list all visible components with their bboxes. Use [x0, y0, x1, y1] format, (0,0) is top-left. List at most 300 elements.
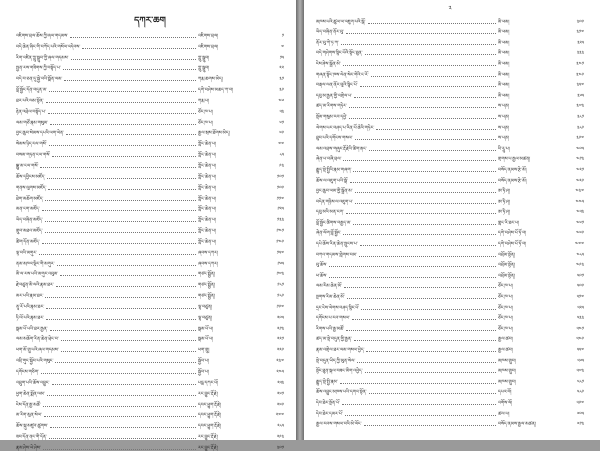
toc-entry — [316, 141, 584, 152]
entry-title: དབུ་མ་རྒྱན་གྱི་འགྲེལ་པ་ — [316, 93, 353, 99]
entry-page-number: ༡༡༧ — [276, 196, 284, 202]
toc-entry — [316, 184, 584, 195]
entry-author: གླང་རི་ཐང་པ། — [498, 220, 520, 226]
entry-page-number: ༤༥༣ — [576, 210, 584, 216]
entry-title: བདེ་བ་ཅན་དུ་སྐྱེ་བའི་སྨོན་ལམ་ — [16, 77, 63, 83]
entry-author: མི་ཕམ། — [498, 93, 510, 99]
entry-page-number: ༢༠༥ — [277, 315, 284, 321]
entry-page-number: ༡༠༩ — [276, 185, 284, 191]
dot-leader — [47, 395, 196, 396]
dot-leader — [360, 245, 496, 246]
toc-entry — [316, 342, 584, 353]
entry-author: དབང་ཕྱུག་རྡོ་རྗེ། — [198, 402, 222, 408]
entry-title: མི་ལ་རས་པའི་མགུར་འབུམ་ — [16, 272, 59, 278]
toc-entry — [316, 374, 584, 385]
dot-leader — [49, 91, 196, 92]
entry-page-number: ༤༢༩ — [576, 178, 584, 184]
entry-author: ཨ་ཏི་ཤ། — [498, 199, 510, 205]
toc-entry — [316, 236, 584, 247]
entry-title: ཕག་མོ་གྲུ་པའི་ཞལ་གདམས་ — [16, 348, 59, 354]
entry-page-number: ༣༠༩ — [576, 19, 584, 25]
entry-title: བློ་སྦྱོང་ཚིགས་བརྒྱད་མ་ — [316, 220, 352, 226]
entry-page-number: ༥༢༥ — [577, 305, 584, 311]
entry-page-number: ༥༦༥ — [577, 358, 584, 364]
toc-entry — [16, 28, 284, 39]
entry-page-number: ༤༦ — [278, 98, 284, 104]
dot-leader — [366, 351, 496, 352]
entry-page-number: ༣༤༩ — [576, 72, 584, 78]
entry-page-number: ༢༦༡ — [277, 391, 284, 397]
entry-author: ཚལ་པ། — [498, 411, 510, 417]
entry-page-number: ༣༨༡ — [577, 114, 584, 120]
toc-entry — [316, 247, 584, 258]
entry-title: སྡེ་བདུན་ཡིད་ཀྱི་མུན་སེལ་ — [316, 358, 356, 364]
dot-leader — [343, 160, 496, 161]
toc-entry — [316, 321, 584, 332]
dot-leader — [39, 254, 196, 255]
entry-page-number: ༣༢༥ — [577, 40, 584, 46]
dot-leader — [349, 107, 496, 108]
entry-title: ལེགས་པར་བཤད་པ་རིན་པོ་ཆེའི་གཏེར་ — [316, 125, 375, 131]
entry-title: གྲུབ་མཐའ་མཛོད་ — [16, 229, 43, 235]
entry-author: སྒམ་པོ་པ། — [198, 326, 214, 332]
toc-entry — [316, 215, 584, 226]
entry-title: བྱང་ཆུབ་སེམས་དཔའི་ལག་ལེན་ — [16, 131, 65, 137]
dot-leader — [329, 277, 496, 278]
toc-list — [316, 14, 584, 427]
entry-title: རྣམ་ཤེས་ཡེ་ཤེས་ — [16, 445, 41, 451]
dot-leader — [49, 145, 196, 146]
toc-entry — [16, 310, 284, 321]
dot-leader — [64, 80, 196, 81]
entry-author: པདྨ་དཀར་པོ། — [198, 380, 219, 386]
entry-author: དགེ་བཤེས་མཆད་ཀ་བ། — [198, 88, 234, 94]
toc-entry — [316, 78, 584, 89]
dot-leader — [365, 372, 496, 373]
toc-entry — [16, 104, 284, 115]
entry-title: འབྲི་གུང་སྐྱོབ་པའི་གསུང་ — [16, 359, 54, 365]
entry-author: ས་པཎ། — [498, 104, 510, 110]
dot-leader — [340, 383, 496, 384]
entry-page-number: ༢༦༩ — [276, 402, 284, 408]
toc-entry — [316, 279, 584, 290]
entry-author: འཇིགས་བྲལ། — [198, 44, 219, 50]
entry-title: བདེན་གཉིས་ལ་འཇུག་པ་ — [316, 199, 354, 205]
entry-title: ནམ་མཁའ་ལྡིང་གི་མགུར་ — [16, 261, 55, 267]
entry-author: བི་རཱུ་པ། — [498, 146, 510, 152]
entry-author: དགེ་བཤེས་པོ་ཏོ་བ། — [498, 242, 527, 248]
dot-leader — [376, 129, 496, 130]
entry-page-number: ༣༧༣ — [576, 104, 584, 110]
entry-title: ལམ་འབྲས་གཞུང་རྡོ་རྗེའི་ཚིག་རྐང་ — [316, 146, 367, 152]
entry-page-number: ༣༨༩ — [576, 125, 584, 131]
entry-title: ཞེན་པ་བཞི་བྲལ་ — [316, 157, 342, 163]
entry-title: མར་པའི་རྣམ་ཐར་ — [16, 294, 44, 300]
toc-entry — [16, 180, 284, 191]
entry-author: གྲགས་པ་རྒྱལ་མཚན། — [498, 157, 531, 163]
entry-page-number: ༥༩༧ — [576, 400, 584, 406]
dot-leader — [342, 404, 496, 405]
toc-entry — [316, 67, 584, 78]
dot-leader — [57, 265, 196, 266]
entry-title: ཆོས་དབྱིངས་མཛོད་ — [16, 174, 46, 180]
toc-entry — [316, 226, 584, 237]
entry-page-number: ༣༡ — [279, 77, 284, 83]
entry-title: རྒྱུད་སྡེ་སྤྱིའི་རྣམ་གཞག་ — [316, 167, 352, 173]
entry-title: འཇིགས་བྲལ་ཆོས་ཀྱི་ཞལ་གདམས་ — [16, 33, 69, 39]
entry-page-number: ༥༤༩ — [576, 337, 584, 343]
entry-title: བུ་ཆོས་ — [316, 263, 328, 269]
dot-leader — [82, 48, 196, 49]
toc-entry — [16, 126, 284, 137]
entry-author: དགེ་བཤེས་པོ་ཏོ་བ། — [498, 231, 527, 237]
dot-leader — [66, 134, 196, 135]
entry-author: ཀློང་ཆེན་པ། — [198, 142, 217, 148]
entry-author: རྒྱལ་སྲས་ཐོགས་མེད། — [198, 131, 230, 137]
dot-leader — [40, 167, 196, 168]
entry-title: ངེས་ཤེས་སྒྲོན་མེ་ — [316, 61, 341, 67]
entry-page-number: ༦༡ — [279, 120, 284, 126]
entry-title: བདེ་གཤེགས་སྙིང་པོའི་སྟོང་ཐུན་ — [316, 51, 363, 57]
toc-entry — [316, 311, 584, 322]
entry-author: ཙོང་ཁ་པ། — [498, 326, 513, 332]
dot-leader — [355, 139, 496, 140]
toc-entry — [316, 35, 584, 46]
entry-author: ཙོང་ཁ་པ། — [198, 120, 213, 126]
entry-title: བསམ་གཏན་ངལ་གསོ་ — [16, 153, 51, 159]
page-number: ༢ — [448, 5, 452, 12]
entry-page-number: ༣༩༧ — [576, 136, 584, 142]
dot-leader — [70, 37, 196, 38]
dot-leader — [50, 427, 196, 428]
toc-entry — [316, 120, 584, 131]
toc-entry — [16, 202, 284, 213]
dot-leader — [352, 319, 496, 320]
entry-author: རྒྱལ་ཚབ། — [498, 337, 513, 343]
toc-entry — [16, 169, 284, 180]
toc-entry — [16, 408, 284, 419]
book-gutter — [296, 0, 304, 440]
entry-title: གནས་ལུགས་མཛོད་ — [16, 185, 47, 191]
entry-page-number: ༥༣ — [279, 109, 284, 115]
entry-page-number: ༦༠༥ — [577, 411, 584, 417]
dot-leader — [364, 425, 496, 426]
entry-author: མི་ཕམ། — [498, 30, 510, 36]
dot-leader — [355, 192, 496, 193]
entry-author: ཀློང་ཆེན་པ། — [198, 174, 217, 180]
toc-entry — [316, 258, 584, 269]
entry-author: གཙང་སྨྱོན། — [198, 283, 215, 289]
entry-title: རྒྱུད་སྡེ་སྤྱི་རྣམ་ — [316, 379, 338, 385]
entry-author: ཀློང་ཆེན་པ། — [198, 229, 217, 235]
entry-title: མ་རིག་མུན་སེལ་ — [16, 413, 42, 419]
entry-title: ཐེག་མཆོག་མཛོད་ — [16, 196, 44, 202]
entry-author: རང་བྱུང་རྡོ་རྗེ། — [198, 435, 218, 441]
entry-page-number: ༤༤༥ — [575, 199, 584, 205]
entry-author: ཀློང་ཆེན་པ། — [198, 196, 217, 202]
entry-author: ཨ་ཏི་ཤ། — [498, 189, 510, 195]
entry-page-number: ༡༥ — [279, 55, 284, 61]
entry-author: ས་པཎ། — [498, 125, 510, 131]
dot-leader — [42, 210, 196, 211]
entry-page-number: ༡༥༧ — [276, 250, 284, 256]
entry-page-number: ༢༣༧ — [276, 359, 284, 365]
entry-page-number: ༤༩༣ — [576, 263, 584, 269]
entry-page-number: ༥༨༡ — [577, 379, 584, 385]
dot-leader — [369, 150, 496, 151]
dot-leader — [357, 362, 496, 363]
toc-entry — [316, 131, 584, 142]
dot-leader — [55, 362, 196, 363]
toc-entry — [316, 289, 584, 300]
toc-entry — [16, 288, 284, 299]
entry-title: སྔགས་རིམ་ཆེན་མོ་ — [316, 295, 345, 301]
entry-author: རང་བྱུང་རྡོ་རྗེ། — [198, 391, 218, 397]
entry-author: ཙོང་ཁ་པ། — [498, 316, 513, 322]
dot-leader — [60, 275, 196, 276]
entry-page-number: ༡༧༣ — [276, 272, 284, 278]
entry-page-number: ༥༧༣ — [576, 369, 584, 375]
entry-title: དགོངས་པ་རབ་གསལ་ — [316, 316, 350, 322]
entry-author: ཀློང་ཆེན་པ། — [198, 207, 217, 213]
dot-leader — [50, 330, 196, 331]
entry-author: བསོད་ནམས་རྩེ་མོ། — [498, 167, 527, 173]
entry-title: ངེས་དོན་རྒྱ་མཚོ་ — [16, 402, 41, 408]
toc-entry — [16, 375, 284, 386]
entry-title: སྡོམ་གསུམ་རབ་དབྱེ་ — [316, 114, 348, 120]
entry-page-number: ༥༡༧ — [576, 295, 584, 301]
toc-entry — [16, 82, 284, 93]
entry-author: ཞབས་དཀར། — [198, 250, 219, 256]
entry-page-number: ༢༡༣ — [277, 326, 284, 332]
toc-entry — [316, 353, 584, 364]
entry-title: སྤྱན་རས་གཟིགས་ཀྱི་བསྟོད་པ་ — [16, 66, 61, 72]
dot-leader — [346, 213, 496, 214]
entry-title: དེབ་ཐེར་སྔོན་པོ་ — [316, 400, 340, 406]
entry-author: མི་ཕམ། — [498, 40, 510, 46]
entry-author: ལྷ་བཙུན། — [198, 315, 213, 321]
entry-author: མི་ཕམ། — [498, 83, 510, 89]
entry-title: ཟབ་དོན་ནང་གི་དོན་ — [16, 435, 47, 441]
entry-page-number: ༢༩༣ — [276, 435, 284, 441]
entry-page-number: ༣༣༣ — [576, 51, 584, 57]
entry-author: མི་ཕམ། — [498, 61, 510, 67]
entry-page-number: ༦༩ — [279, 131, 284, 137]
entry-page-number: ༡ — [281, 33, 284, 39]
entry-author: ཕག་གྲུ། — [198, 348, 210, 354]
toc-entry — [16, 267, 284, 278]
dot-leader — [45, 232, 196, 233]
toc-entry — [316, 56, 584, 67]
toc-entry — [16, 321, 284, 332]
toc-entry — [16, 332, 284, 343]
entry-title: སྟོང་ཐུན་སྐལ་བཟང་མིག་འབྱེད་ — [316, 369, 363, 375]
entry-page-number: ༥༨༩ — [577, 390, 584, 396]
toc-entry — [16, 256, 284, 267]
entry-title: ཆོས་སྐུ་མཛུབ་ཚུགས་ — [16, 424, 48, 430]
toc-entry — [316, 109, 584, 120]
toc-entry — [16, 234, 284, 245]
toc-entry — [16, 147, 284, 158]
entry-author: འབྲོམ་སྟོན། — [498, 252, 515, 258]
entry-author: ཀརྨ་ཆགས་མེད། — [198, 77, 223, 83]
dot-leader — [341, 44, 496, 45]
entry-page-number: ༧༧ — [278, 142, 284, 148]
toc-entry — [16, 93, 284, 104]
dot-leader — [46, 102, 196, 103]
toc-entry — [16, 277, 284, 288]
entry-page-number: ༡༠༡ — [277, 174, 284, 180]
dot-leader — [343, 234, 496, 235]
entry-page-number: ༥༤༡ — [576, 326, 584, 332]
entry-author: སྐྱོབ་པ། — [198, 359, 209, 365]
entry-page-number: ༡༣༣ — [277, 218, 284, 224]
entry-page-number: ༢༤༥ — [276, 370, 284, 375]
entry-author: ཀླུ་སྒྲུབ། — [198, 66, 210, 72]
entry-title: སེམས་ཉིད་ངལ་གསོ་ — [16, 142, 47, 148]
entry-title: རིག་འཛིན་ཀླུ་སྒྲུབ་ཀྱི་ཞལ་གདམས་ — [16, 55, 69, 61]
entry-title: ཏི་ལོ་པའི་རྣམ་ཐར་ — [16, 315, 45, 321]
entry-title: ཐུབ་པའི་དགོངས་གསལ་ — [316, 136, 353, 142]
entry-title: འབྲུག་པའི་ཆོས་འབྱུང་ — [16, 380, 50, 386]
entry-page-number: ༤༡༣ — [576, 157, 584, 163]
entry-title: རིགས་པའི་རྒྱ་མཚོ་ — [316, 326, 345, 332]
dot-leader — [368, 23, 497, 24]
entry-title: དབུ་མའི་མན་ངག་ — [316, 210, 344, 216]
entry-author: རང་བྱུང་རྡོ་རྗེ། — [198, 445, 218, 451]
toc-entry — [316, 300, 584, 311]
toc-entry — [16, 223, 284, 234]
entry-title: ཚད་མ་རིགས་གཏེར་ — [316, 104, 347, 110]
entry-author: ཨ་ཏི་ཤ། — [498, 210, 510, 216]
entry-page-number: ༤༢༡ — [576, 167, 584, 173]
dot-leader — [47, 178, 196, 179]
entry-page-number: ༡༩༧ — [276, 304, 284, 310]
entry-author: འགོས་ལོ། — [498, 400, 513, 406]
entry-page-number: ༡༨༩ — [277, 294, 284, 300]
entry-page-number: ༥༣༣ — [577, 316, 584, 322]
entry-page-number: ༣༡༧ — [576, 30, 584, 36]
dot-leader — [50, 124, 196, 125]
entry-title: ནོར་བུ་ཀེ་ཏ་ཀ་ — [316, 40, 339, 46]
toc-entry — [16, 71, 284, 82]
dot-leader — [44, 416, 196, 417]
entry-page-number: ༤༦༡ — [576, 220, 584, 226]
toc-entry — [316, 25, 584, 36]
dot-leader — [43, 406, 196, 407]
toc-entry — [16, 440, 284, 451]
entry-author: ས་པཎ། — [498, 136, 510, 142]
entry-author: གཙང་སྨྱོན། — [198, 294, 215, 300]
entry-title: དྲང་ངེས་ལེགས་བཤད་སྙིང་པོ་ — [316, 305, 360, 311]
entry-page-number: ༥༥༧ — [576, 348, 584, 353]
entry-page-number: ༤༧༧ — [574, 242, 584, 248]
entry-author: ཙོང་ཁ་པ། — [498, 284, 513, 290]
toc-entry — [16, 158, 284, 169]
entry-page-number: ༣༩ — [279, 88, 284, 94]
entry-page-number: ༣༦༥ — [577, 93, 584, 99]
entry-author: རྒྱལ་ཚབ། — [498, 348, 513, 353]
entry-page-number: ༥༠༡ — [577, 273, 584, 279]
toc-entry — [16, 386, 284, 397]
entry-page-number: ༩༣ — [279, 163, 284, 169]
entry-page-number: ༡༤༩ — [276, 239, 284, 245]
entry-title: ཚད་མ་སྡེ་བདུན་གྱི་རྒྱན་ — [316, 337, 352, 343]
toc-entry — [16, 342, 284, 353]
toc-entry — [316, 417, 584, 428]
page-title: དཀར་ཆག — [134, 16, 166, 26]
entry-title: སྒྱུ་མ་ངལ་གསོ་ — [16, 163, 39, 169]
entry-page-number: ༢༢ — [279, 66, 284, 72]
entry-title: ཆོས་འབྱུང་མཁས་པའི་དགའ་སྟོན་ — [316, 390, 367, 396]
dot-leader — [343, 65, 496, 66]
toc-entry — [16, 245, 284, 256]
entry-title: བྱང་ཆུབ་ལམ་གྱི་སྒྲོན་མ་ — [316, 189, 353, 195]
entry-title: ཆོས་ལ་འཇུག་པའི་སྒོ་ — [316, 178, 349, 184]
toc-entry — [316, 173, 584, 184]
entry-title: ཐར་པའི་ལམ་སྟོན་ — [16, 98, 44, 104]
entry-author: འཇིགས་བྲལ། — [198, 33, 219, 39]
dot-leader — [41, 373, 196, 374]
dot-leader — [49, 438, 196, 439]
entry-page-number: ༧ — [281, 44, 284, 50]
toc-entry — [16, 429, 284, 440]
toc-entry — [16, 418, 284, 429]
entry-page-number: ༣༥༧ — [576, 83, 584, 89]
entry-author: དབང་ཕྱུག་རྡོ་རྗེ། — [198, 413, 222, 419]
dot-leader — [56, 286, 196, 287]
dot-leader — [369, 393, 496, 394]
dot-leader — [45, 221, 196, 222]
entry-title: བདེ་ཆེན་ཞིང་གི་བཀོད་པའི་གསོལ་འདེབས་ — [16, 44, 81, 50]
dot-leader — [71, 59, 196, 60]
dot-leader — [355, 203, 496, 204]
entry-author: མི་ཕམ། — [498, 51, 510, 57]
entry-author: ཙོང་ཁ་པ། — [498, 305, 513, 311]
entry-title: སྒམ་པོ་པའི་ཐར་རྒྱན་ — [16, 326, 48, 332]
dot-leader — [353, 171, 496, 172]
entry-page-number: ༦༡༣ — [577, 422, 584, 428]
entry-author: བསོད་ནམས་རྩེ་མོ། — [498, 178, 527, 184]
entry-page-number: ༢༨༥ — [277, 424, 284, 430]
entry-title: རྒྱལ་རབས་གསལ་བའི་མེ་ལོང་ — [316, 422, 362, 428]
toc-entry — [16, 61, 284, 72]
entry-author: ཙོང་ཁ་པ། — [498, 295, 513, 301]
entry-page-number: ༨༥ — [279, 153, 284, 159]
dot-leader — [45, 297, 196, 298]
entry-title: ཕྱག་ཆེན་སྨོན་ལམ་ — [16, 391, 45, 397]
entry-page-number: ༤༦༩ — [576, 231, 584, 237]
dot-leader — [346, 330, 496, 331]
toc-entry — [316, 395, 584, 406]
dot-leader — [329, 266, 496, 267]
dot-leader — [349, 118, 496, 119]
dot-leader — [61, 351, 196, 352]
entry-title: དེབ་ཐེར་དམར་པོ་ — [316, 411, 343, 417]
entry-page-number: ༢༧༧ — [275, 413, 284, 419]
entry-title: ལམ་མཆོག་རིན་ཆེན་ཕྲེང་བ་ — [16, 337, 59, 343]
dot-leader — [45, 200, 196, 201]
dot-leader — [48, 189, 196, 190]
entry-title: རྟེན་འབྲེལ་བསྟོད་པ་ — [16, 109, 46, 115]
entry-title: ཚིག་དོན་མཛོད་ — [16, 239, 40, 245]
entry-author: གཙང་སྨྱོན། — [198, 272, 215, 278]
entry-author: ཀླུ་སྒྲུབ། — [198, 55, 210, 61]
entry-author: ཀློང་ཆེན་པ། — [198, 185, 217, 191]
left-page — [0, 0, 296, 451]
entry-page-number: ༢༢༩ — [276, 348, 284, 354]
dot-leader — [361, 309, 496, 310]
